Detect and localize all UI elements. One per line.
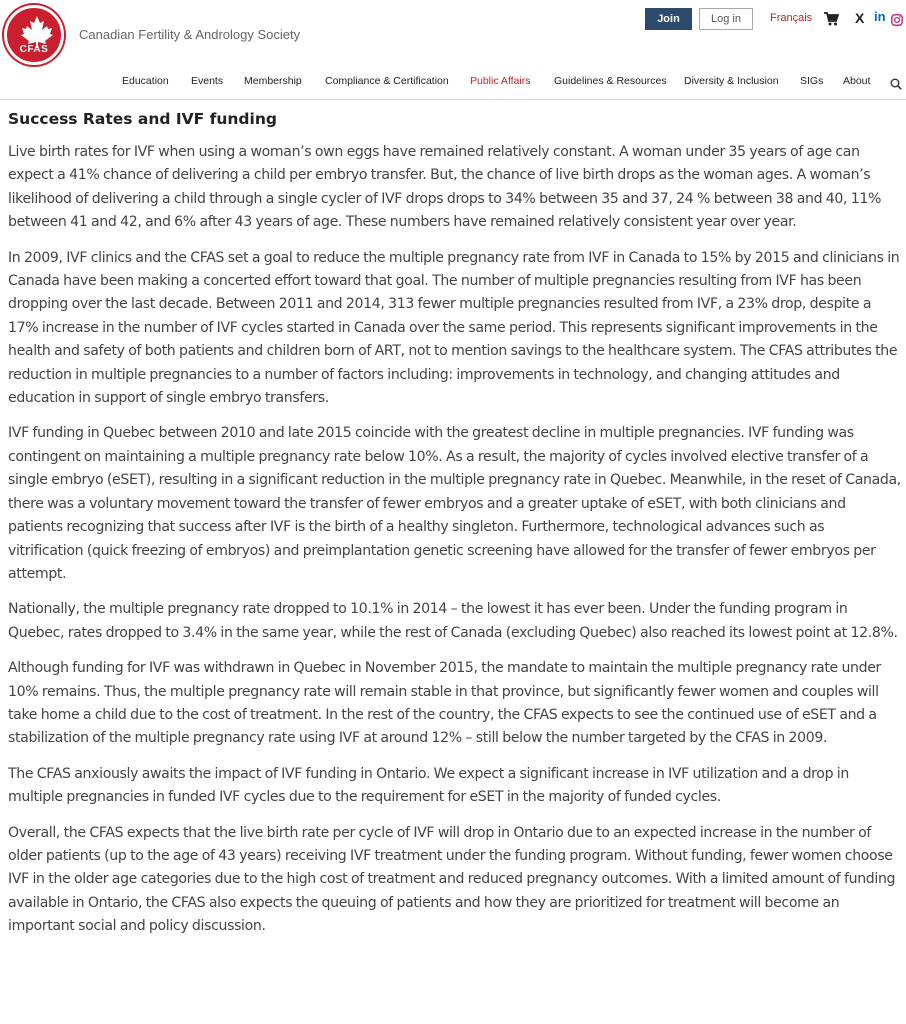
nav-item-public-affairs[interactable]: Public Affairs	[470, 75, 531, 87]
cfas-logo[interactable]	[4, 5, 64, 65]
org-name[interactable]: Canadian Fertility & Andrology Society	[79, 27, 301, 42]
article-paragraph-4: Nationally, the multiple pregnancy rate dropped to 10.1% in 2014 – the lowest it has ever been. Under the funding program in Quebec, rates dropped to 3.4% in the same year, while the rest of Canada (excluding Quebec) also reached its lowest point at 12.8%.	[8, 601, 898, 641]
logo-text: CFAS	[19, 44, 49, 55]
join-button[interactable]: Join	[645, 8, 692, 30]
nav-item-about[interactable]: About	[843, 75, 871, 87]
linkedin-icon[interactable]: in	[874, 9, 886, 24]
login-button[interactable]: Log in	[699, 8, 753, 30]
instagram-icon[interactable]	[891, 11, 903, 30]
article-paragraph-2: In 2009, IVF clinics and the CFAS set a goal to reduce the multiple pregnancy rate from IVF in Canada to 15% by 2015 and clinicians in Canada have been making a concerted effort toward that goal. The number of multiple pregnancies resulting from IVF has been dropping over the last decade. Between 2011 and 2014, 313 fewer multiple pregnancies resulted from IVF, a 23% drop, despite a 17% increase in the number of IVF cycles started in Canada over the same period. This represents significant improvements in the health and safety of both patients and children born of ART, not to mention savings to the healthcare system. The CFAS attributes the reduction in multiple pregnancies to a number of factors including: improvements in technology, and changing attitudes and education in support of single embryo transfers.	[8, 249, 900, 407]
nav-item-compliance-certification[interactable]: Compliance & Certification	[325, 75, 449, 87]
article-paragraph-6: The CFAS anxiously awaits the impact of IVF funding in Ontario. We expect a significant increase in IVF utilization and a drop in multiple pregnancies in funded IVF cycles due to the requirement for eSET in the majority of funded cycles.	[8, 765, 849, 806]
article-content	[8, 110, 903, 951]
article-paragraph-5: Although funding for IVF was withdrawn in Quebec in November 2015, the mandate to maintain the multiple pregnancy rate under 10% remains. Thus, the multiple pregnancy rate will remain stable in that province, but significantly fewer women and couples will take home a child due to the cost of treatment. In the rest of the country, the CFAS expects to see the continued use of eSET and a stabilization of the multiple pregnancy rate using IVF at around 12% – still below the number targeted by the CFAS in 2009.	[8, 660, 881, 747]
maple-leaf-icon	[7, 8, 67, 68]
nav-item-guidelines-resources[interactable]: Guidelines & Resources	[554, 75, 667, 87]
nav-item-diversity-inclusion[interactable]: Diversity & Inclusion	[684, 75, 779, 87]
nav-item-membership[interactable]: Membership	[244, 75, 302, 87]
x-icon[interactable]: X	[855, 10, 865, 26]
nav-item-education[interactable]: Education	[122, 75, 169, 87]
cart-icon[interactable]	[824, 11, 839, 30]
article-paragraph-3: IVF funding in Quebec between 2010 and late 2015 coincide with the greatest decline in multiple pregnancies. IVF funding was contingent on maintaining a multiple pregnancy rate below 10%. As a result, the majority of cycles involved elective transfer of a single embryo (eSET), resulting in a significant reduction in the multiple pregnancy rate in Quebec. Meanwhile, in the reset of Canada, there was a voluntary movement toward the transfer of fewer embryos and a greater uptake of eSET, with both clinicians and patients recognizing that success after IVF is the birth of a healthy singleton. Furthermore, technological advances such as vitrification (quick freezing of embryos) and preimplantation genetic screening have allowed for the transfer of fewer embryos per attempt.	[8, 425, 901, 582]
site-header	[0, 0, 906, 100]
article-heading: Success Rates and IVF funding	[8, 110, 277, 128]
nav-item-events[interactable]: Events	[191, 75, 224, 87]
article-paragraph-7: Overall, the CFAS expects that the live birth rate per cycle of IVF will drop in Ontario due to an expected increase in the number of older patients (up to the age of 43 years) receiving IVF treatment under the funding program. Without funding, fewer women choose IVF in the older age categories due to the high cost of treatment and reduced pregnancy outcomes. With a limited amount of funding available in Ontario, the CFAS also expects the queuing of patients and how they are prioritized for treatment will become an important social and policy discussion.	[8, 824, 896, 935]
main-nav	[0, 75, 906, 89]
language-toggle[interactable]: Français	[770, 12, 813, 24]
search-icon[interactable]	[890, 75, 902, 94]
nav-item-sigs[interactable]: SIGs	[800, 75, 824, 87]
article-paragraph-1: Live birth rates for IVF when using a woman’s own eggs have remained relatively constant. A woman under 35 years of age can expect a 41% chance of delivering a child per embryo transfer. But, the chance of live birth drops as the woman ages. A woman’s likelihood of delivering a child through a single cycler of IVF drops drops to 34% between 35 and 37, 24 % between 38 and 40, 11% between 41 and 42, and 6% after 43 years of age. These numbers have remained relatively consistent year over year.	[8, 144, 882, 231]
